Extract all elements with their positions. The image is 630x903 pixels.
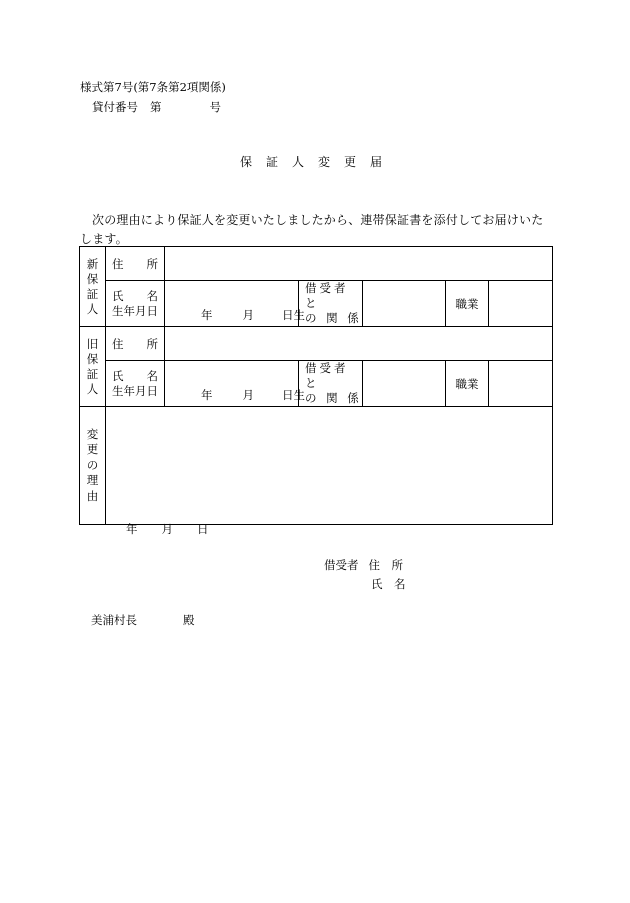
date-month: 月 (161, 522, 173, 536)
new-relation-field[interactable] (363, 281, 446, 327)
document-title: 保証人変更届 (239, 155, 396, 169)
guarantor-table (79, 246, 553, 525)
old-relation-label: 借受者と の 関 係 (299, 361, 363, 407)
date-day: 日 (197, 522, 209, 536)
old-address-label: 住 所 (106, 327, 165, 361)
recipient-line (91, 615, 195, 627)
new-occupation-label: 職業 (446, 281, 489, 327)
borrower-name-label: 氏 名 (371, 577, 406, 591)
old-name-birth-label: 氏 名 生年月日 (106, 361, 165, 407)
new-relation-label: 借受者と の 関 係 (299, 281, 363, 327)
new-name-birth-label: 氏 名 生年月日 (106, 281, 165, 327)
new-address-field[interactable] (165, 247, 553, 281)
old-occupation-field[interactable] (489, 361, 553, 407)
submission-date (126, 524, 209, 536)
old-occupation-label: 職業 (446, 361, 489, 407)
form-number: 様式第7号(第7条第2項関係) (80, 80, 226, 94)
old-relation-field[interactable] (363, 361, 446, 407)
old-address-field[interactable] (165, 327, 553, 361)
borrower-label: 借受者 (324, 558, 359, 572)
borrower-address-label: 住 所 (368, 558, 403, 572)
old-guarantor-label: 旧 保 証 人 (80, 327, 106, 407)
reason-field[interactable] (106, 407, 553, 525)
new-occupation-field[interactable] (489, 281, 553, 327)
date-year: 年 (126, 522, 138, 536)
loan-number-line (92, 102, 221, 114)
recipient-title: 美浦村長 (91, 613, 137, 627)
borrower-address-line (324, 560, 403, 572)
body-text: 次の理由により保証人を変更いたしましたから、連帯保証書を添付してお届けいたします。 (80, 213, 544, 246)
old-name-birth-field[interactable]: 年 月 日生 (165, 361, 299, 407)
new-name-birth-field[interactable]: 年 月 日生 (165, 281, 299, 327)
loan-number-label: 貸付番号 (92, 100, 138, 114)
loan-number-dai: 第 (150, 100, 162, 114)
new-address-label: 住 所 (106, 247, 165, 281)
reason-label: 変 更 の 理 由 (80, 407, 106, 525)
recipient-honorific: 殿 (183, 613, 195, 627)
loan-number-go: 号 (209, 100, 221, 114)
new-guarantor-label: 新 保 証 人 (80, 247, 106, 327)
